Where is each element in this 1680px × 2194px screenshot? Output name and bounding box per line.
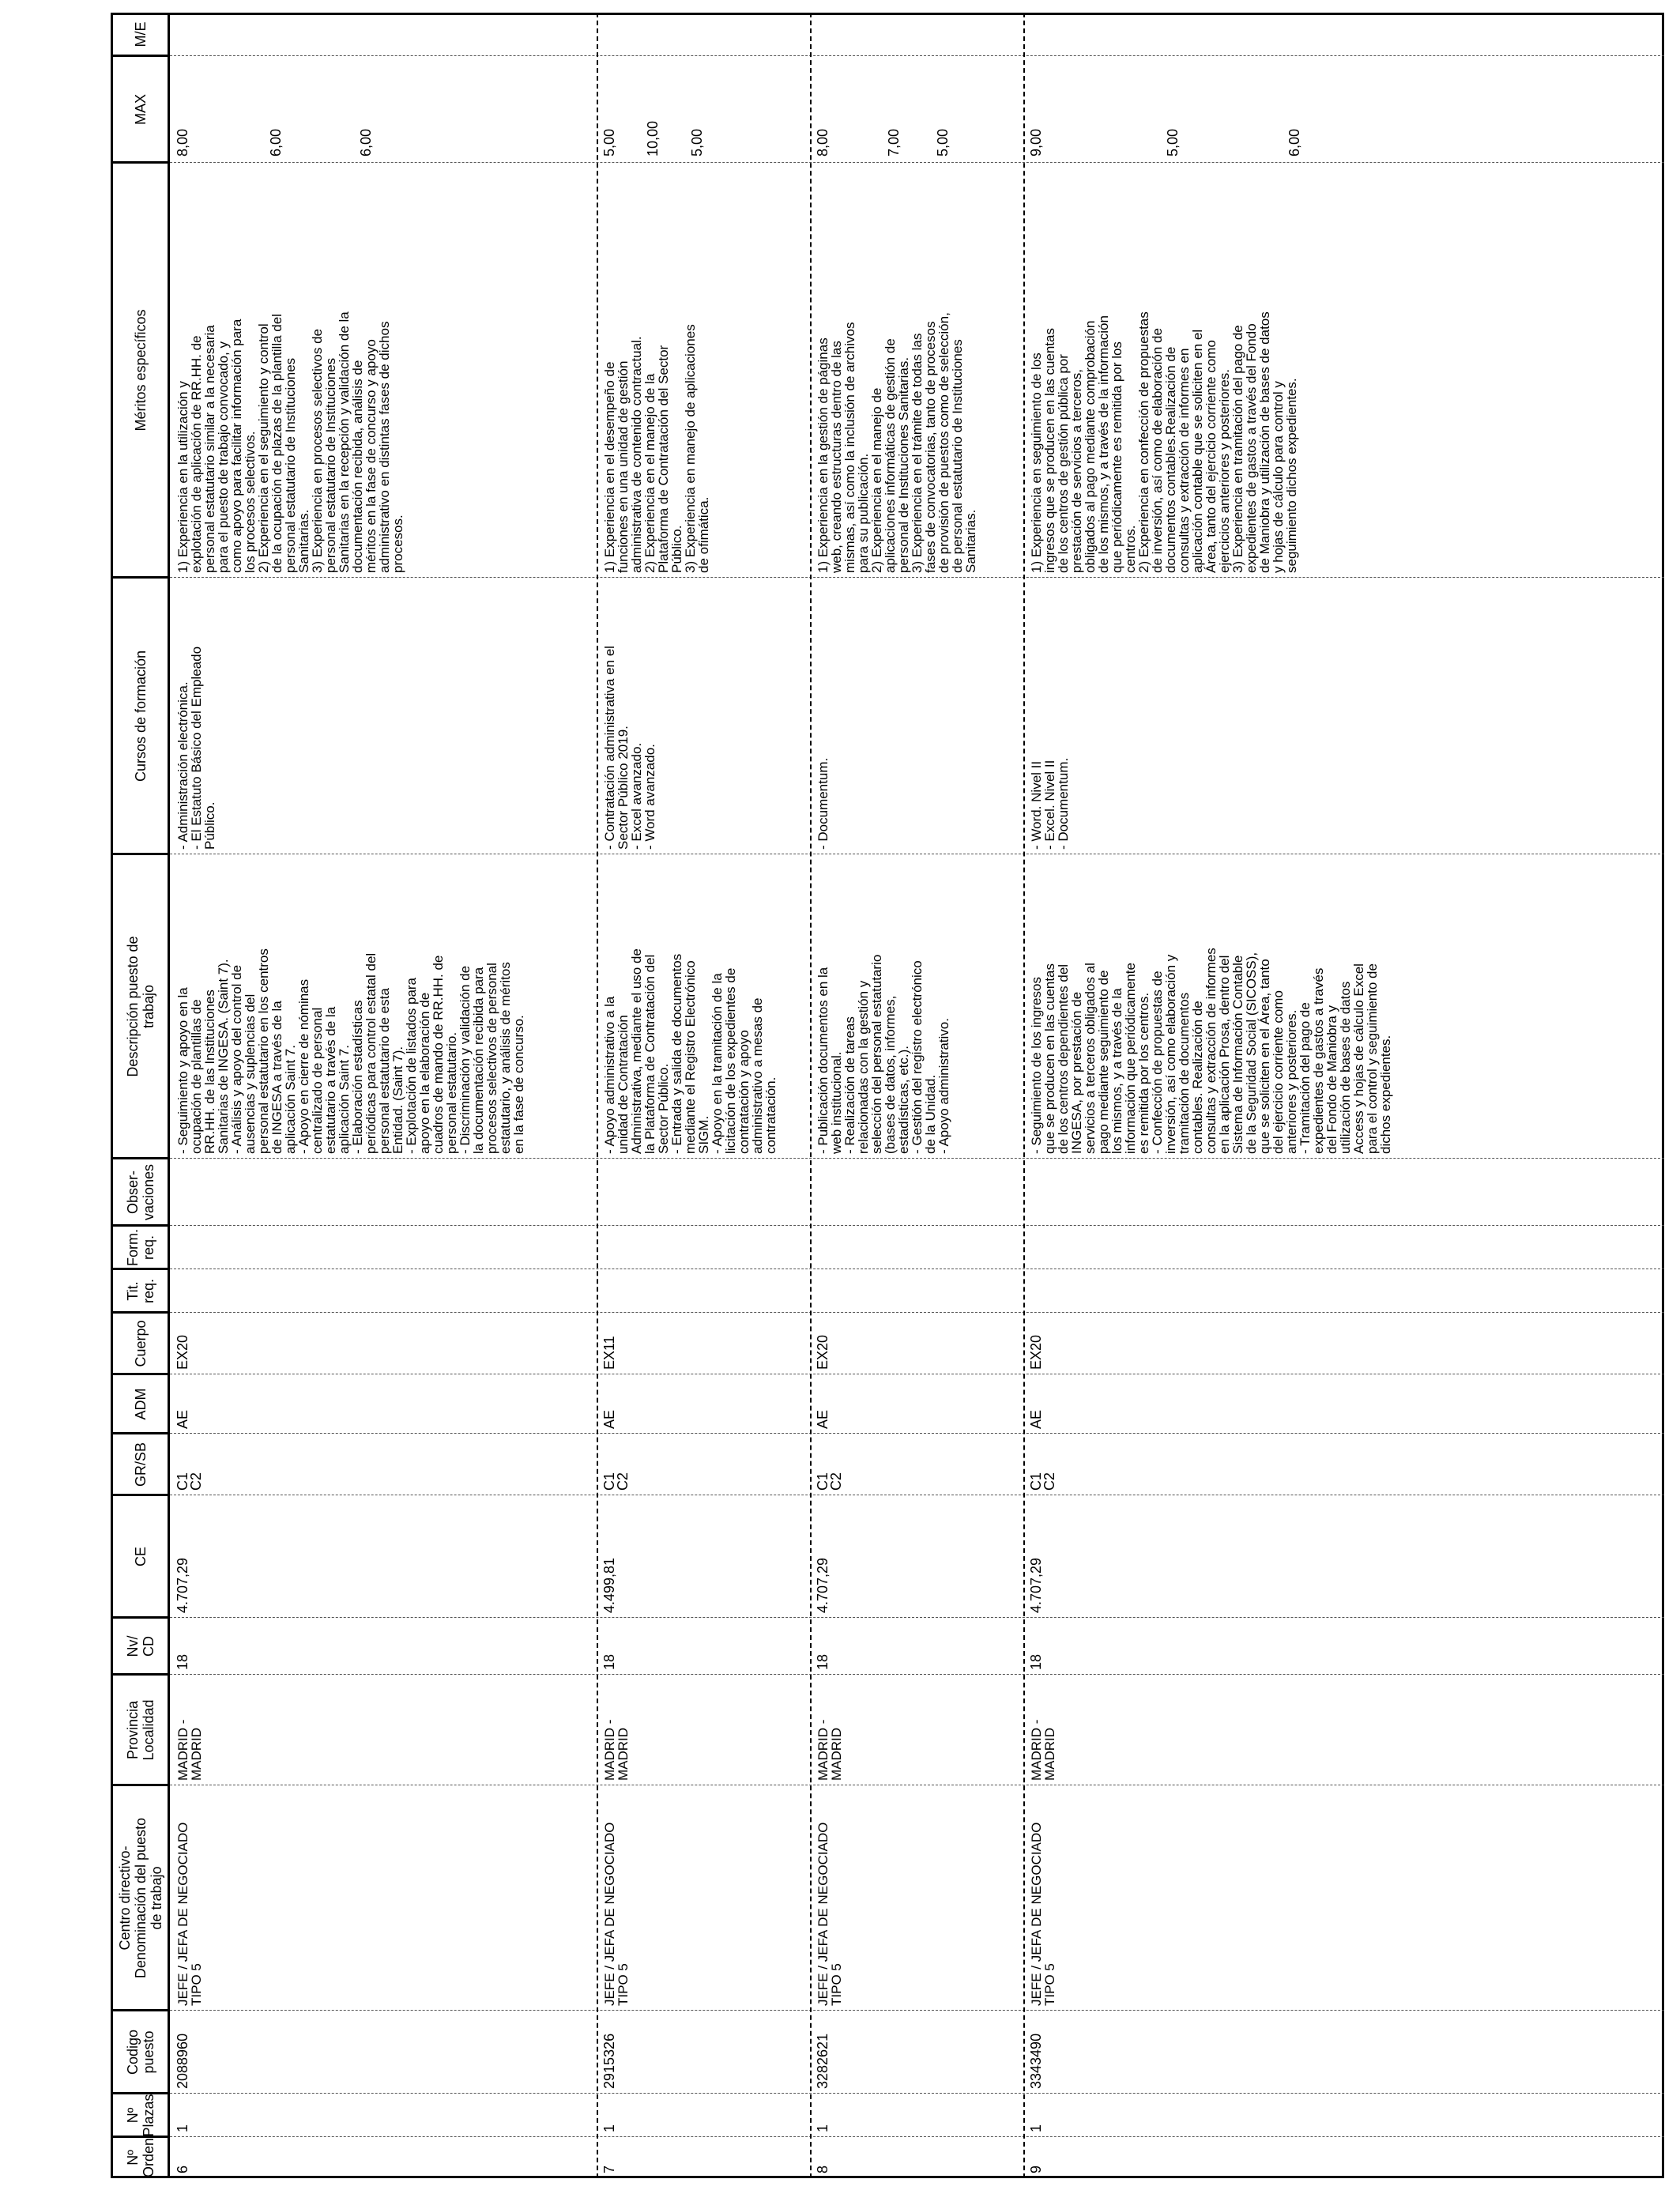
header-column-divider (111, 1494, 170, 1496)
column-divider (170, 1433, 1664, 1434)
cell-cuerpo: EX20 (175, 1334, 190, 1370)
cell-adm: AE (1028, 1409, 1044, 1429)
cell-centro: JEFE / JEFA DE NEGOCIADO TIPO 5 (175, 1822, 204, 2006)
header-column-divider (111, 1673, 170, 1676)
header-column-divider (111, 2092, 170, 2094)
cell-centro: JEFE / JEFA DE NEGOCIADO TIPO 5 (816, 1822, 844, 2006)
cell-form (1030, 1227, 1661, 1265)
cell-tit (816, 1271, 1020, 1308)
max-points-value: 7,00 (886, 128, 902, 156)
cell-plazas: 1 (1028, 2124, 1044, 2132)
header-column-divider (111, 853, 170, 855)
header-column-divider (111, 1224, 170, 1227)
cell-obs (1030, 1160, 1661, 1221)
cell-provincia: MADRID - MADRID (602, 1719, 631, 1781)
header-column-divider (111, 576, 170, 579)
cell-me (603, 14, 807, 51)
header-column-divider (111, 2136, 170, 2138)
column-divider (170, 1312, 1664, 1313)
max-points-value: 9,00 (1028, 128, 1044, 156)
header-nivel: Nv/ CD (124, 1635, 156, 1657)
cell-ce: 4.707,29 (175, 1557, 190, 1613)
cell-me (1030, 14, 1661, 51)
cell-provincia: MADRID - MADRID (175, 1719, 204, 1781)
max-points-value: 6,00 (1286, 128, 1302, 156)
header-codigo: Codigo puesto (124, 2029, 156, 2075)
header-adm: ADM (132, 1388, 149, 1420)
column-divider (170, 1674, 1664, 1675)
cell-cuerpo: EX20 (815, 1334, 831, 1370)
header-plazas: Nº Plazas (124, 2094, 156, 2137)
column-divider (170, 2010, 1664, 2011)
column-divider (170, 1158, 1664, 1159)
header-cursos: Cursos de formación (132, 650, 149, 782)
cell-codigo: 3343490 (1028, 2033, 1044, 2089)
header-column-divider (111, 1784, 170, 1786)
cell-adm: AE (815, 1409, 831, 1429)
cell-form (176, 1227, 593, 1265)
cell-cursos: - Administración electrónica. - El Estatuto Básico del Empleado Público. (175, 646, 217, 850)
max-points-cell (810, 56, 1023, 163)
cell-orden: 8 (815, 2165, 831, 2173)
cell-cursos: - Word. Nivel II - Excel. Nivel II - Documentum. (1029, 757, 1071, 850)
max-points-cell (170, 56, 597, 163)
cell-centro: JEFE / JEFA DE NEGOCIADO TIPO 5 (1029, 1822, 1057, 2006)
cell-meritos: 1) Experiencia en la utilización y explotación de aplicación de RR.HH. de personal estatutario similar a la necesaria para el puesto de trabajo convocado, y como apoyo para facilitar información para los procesos selectivos. 2) Experiencia en el seguimiento y control de la ocupación de plazas de la plantilla del personal estatutario de Instituciones Sanitarias. 3) Experiencia en procesos selectivos de personal estatutario de Instituciones Sanitarias en la recepción y validación de la documentación recibida, análisis de méritos en la fase de concurso y apoyo administrativo en distintas fases de dichos procesos. (175, 311, 405, 573)
cell-descripcion: - Seguimiento y apoyo en la ocupación de plantillas de RR.HH. de las Instituciones Sanitarias de INGESA. (Saint 7). - Análisis y apoyo del control de ausencias y suplencias del personal estatutario en los centros de INGESA a través de la aplicación Saint 7. - Apoyo en cierre de nóminas centralizado de personal estatutario a través de la aplicación Saint 7. - Elaboración estadísticas periódicas para control estatal del personal estatutario de esta Entidad. (Saint 7). - Explotación de listados para apoyo en la elaboración de cuadros de mando de RR.HH. de personal estatutario. - Discriminación y validación de la documentación recibida para procesos selectivos de personal estatutario, y análisis de méritos en la fase de concurso. (175, 948, 526, 1154)
cell-grsb: C1 C2 (601, 1472, 631, 1491)
header-grsb: GR/SB (132, 1442, 149, 1487)
max-points-value: 8,00 (175, 128, 190, 156)
cell-adm: AE (601, 1409, 617, 1429)
max-points-value: 5,00 (1165, 128, 1181, 156)
column-divider (170, 1225, 1664, 1226)
max-points-value: 5,00 (689, 128, 705, 156)
cell-cuerpo: EX20 (1028, 1334, 1044, 1370)
cell-tit (603, 1271, 807, 1308)
cell-codigo: 2915326 (601, 2033, 617, 2089)
cell-obs (816, 1160, 1020, 1221)
cell-cursos: - Contratación administrativa en el Sector Público 2019. - Excel avanzado. - Word avanzado. (602, 646, 657, 850)
cell-provincia: MADRID - MADRID (1029, 1719, 1057, 1781)
cell-codigo: 2088960 (175, 2033, 190, 2089)
max-points-value: 5,00 (935, 128, 951, 156)
cell-nivel: 18 (175, 1653, 190, 1670)
max-points-value: 10,00 (645, 120, 661, 156)
cell-nivel: 18 (815, 1653, 831, 1670)
cell-me (176, 14, 593, 51)
column-divider (170, 2136, 1664, 2137)
cell-tit (1030, 1271, 1661, 1308)
cell-centro: JEFE / JEFA DE NEGOCIADO TIPO 5 (602, 1822, 631, 2006)
cell-grsb: C1 C2 (815, 1472, 844, 1491)
header-orden: Nº Orden (124, 2137, 156, 2178)
header-max: MAX (132, 94, 149, 126)
cell-meritos: 1) Experiencia en seguimiento de los ingresos que se producen en las cuentas de los centros de gestión pública por prestación de servicios a terceros, obligados al pago mediante comprobación de los mismos, y a través de la información que periódicamente es remitida por los centros. 2) Experiencia en confección de propuestas de inversión, así como de elaboración de documentos contables.Realización de consultas y extracción de informes en aplicación contable que se soliciten en el Área, tanto del ejercicio corriente como ejercicios anteriores y posteriores. 3) Experiencia en tramitación del pago de expedientes de gastos a través del Fondo de Maniobra y utilización de bases de datos y hojas de cálculo para control y seguimiento dichos expedientes. (1029, 311, 1299, 573)
header-column-divider (111, 1373, 170, 1375)
cell-obs (176, 1160, 593, 1221)
max-points-value: 8,00 (815, 128, 831, 156)
header-column-divider (111, 161, 170, 164)
row-divider (1023, 13, 1025, 2178)
cell-orden: 9 (1028, 2165, 1044, 2173)
header-column-divider (111, 1311, 170, 1314)
header-column-divider (111, 55, 170, 57)
cell-form (816, 1227, 1020, 1265)
cell-plazas: 1 (815, 2124, 831, 2132)
cell-descripcion: - Seguimiento de los ingresos que se producen en las cuentas de los centros dependientes del INGESA, por prestación de servicios a terceros obligados al pago mediante seguimiento de los mismos, y a través de la información que periódicamente es remitida por los centros. - Confección de propuestas de inversión, así como elaboración y tramitación de documentos contables. Realización de consultas y extracción de informes en la aplicación Prosa, dentro del Sistema de Información Contable de la Seguridad Social (SICOSS), que se soliciten en el Área, tanto del ejercicio corriente como anteriores y posteriores. - Tramitación del pago de expedientes de gastos a través del Fondo de Maniobra y utilización de bases de datos Access y hojas de cálculo Excel para el control y seguimiento de dichos expedientes. (1029, 948, 1393, 1154)
cell-orden: 7 (601, 2165, 617, 2173)
header-column-divider (111, 1157, 170, 1159)
header-tit: Tit. req. (124, 1278, 156, 1304)
cell-nivel: 18 (601, 1653, 617, 1670)
cell-plazas: 1 (601, 2124, 617, 2132)
cell-me (816, 14, 1020, 51)
header-obs: Obser- vaciones (124, 1163, 156, 1221)
header-descripcion: Descripción puesto de trabajo (124, 936, 156, 1077)
cell-form (603, 1227, 807, 1265)
cell-grsb: C1 C2 (1028, 1472, 1057, 1491)
header-centro: Centro directivo- Denominación del puesto de trabajo (116, 1817, 164, 1979)
cell-cuerpo: EX11 (601, 1336, 617, 1370)
header-form: Form. req. (124, 1229, 156, 1266)
cell-grsb: C1 C2 (175, 1472, 204, 1491)
header-ce: CE (132, 1547, 149, 1567)
column-divider (170, 2093, 1664, 2094)
max-points-cell (1023, 56, 1664, 163)
cell-plazas: 1 (175, 2124, 190, 2132)
cell-provincia: MADRID - MADRID (816, 1719, 844, 1781)
row-divider (810, 13, 812, 2178)
header-column-divider (111, 1432, 170, 1434)
cell-cursos: - Documentum. (816, 757, 831, 850)
cell-meritos: 1) Experiencia en el desempeño de funciones en una unidad de gestión administrativa de contenido contractual. 2) Experiencia en el manejo de la Plataforma de Contratación del Sector Público. 3) Experiencia en manejo de aplicaciones de ofimática. (602, 324, 711, 573)
cell-orden: 6 (175, 2165, 190, 2173)
header-column-divider (111, 1268, 170, 1270)
column-divider (170, 1617, 1664, 1618)
cell-tit (176, 1271, 593, 1308)
max-points-value: 6,00 (268, 128, 284, 156)
cell-nivel: 18 (1028, 1653, 1044, 1670)
cell-codigo: 3282621 (815, 2033, 831, 2089)
cell-ce: 4.707,29 (815, 1557, 831, 1613)
header-cuerpo: Cuerpo (132, 1320, 149, 1367)
row-divider (597, 13, 598, 2178)
cell-meritos: 1) Experiencia en la gestión de páginas web, creando estructuras dentro de las mismas, así como la inclusión de archivos para su publicación. 2) Experiencia en el manejo de aplicaciones informáticas de gestión de personal de Instituciones Sanitarias. 3) Experiencia en el trámite de todas las fases de convocatorias, tanto de procesos de provisión de puestos como de selección, de personal estatutario de Instituciones Sanitarias. (816, 312, 978, 573)
cell-adm: AE (175, 1409, 190, 1429)
header-column-divider (111, 2009, 170, 2011)
cell-descripcion: - Apoyo administrativo a la unidad de Contratación Administrativa, mediante el uso de la Plataforma de Contratación del Sector Público. - Entrada y salida de documentos mediante el Registro Electrónico SIGM. - Apoyo en la tramitación de la licitación de los expedientes de contratación y apoyo administrativo a mesas de contratación. (602, 948, 778, 1154)
header-me: M/E (132, 21, 149, 47)
cell-descripcion: - Publicación documentos en la web institucional. - Realización de tareas relacionadas con la gestión y selección del personal estatutario (bases de datos, informes, estadísticas, etc.). - Gestión del registro electrónico de la Unidad. - Apoyo administrativo. (816, 954, 951, 1154)
max-points-value: 6,00 (358, 128, 374, 156)
max-points-value: 5,00 (601, 128, 617, 156)
column-divider (170, 577, 1664, 578)
cell-ce: 4.499,81 (601, 1557, 617, 1613)
header-column-divider (111, 1616, 170, 1619)
cell-ce: 4.707,29 (1028, 1557, 1044, 1613)
header-meritos: Méritos específicos (132, 309, 149, 432)
header-provincia: Provincia Localidad (124, 1699, 156, 1761)
cell-obs (603, 1160, 807, 1221)
